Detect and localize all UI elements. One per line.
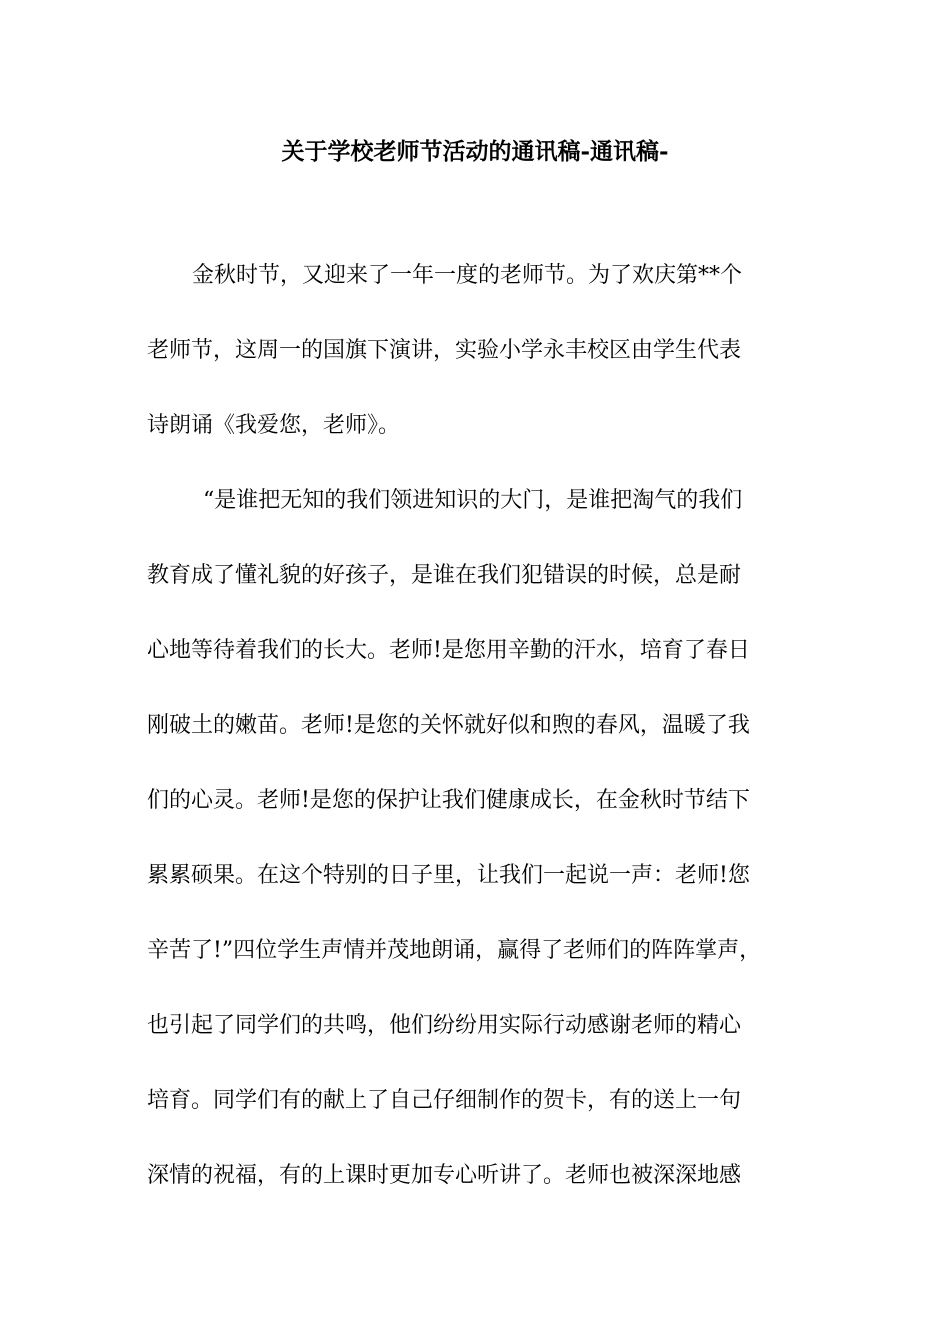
paragraph-line: 金秋时节，又迎来了一年一度的老师节。为了欢庆第**个	[192, 263, 743, 288]
paragraph-line: 刚破土的嫩苗。老师!是您的关怀就好似和煦的春风，温暖了我	[147, 713, 750, 738]
paragraph-line: 诗朗诵《我爱您，老师》。	[147, 413, 401, 438]
paragraph-line: “是谁把无知的我们领进知识的大门，是谁把淘气的我们	[203, 488, 743, 513]
paragraph-line: 老师节，这周一的国旗下演讲，实验小学永丰校区由学生代表	[147, 338, 742, 363]
paragraph-line: 也引起了同学们的共鸣，他们纷纷用实际行动感谢老师的精心	[147, 1013, 742, 1038]
paragraph-line: 们的心灵。老师!是您的保护让我们健康成长，在金秋时节结下	[147, 788, 750, 813]
document-title: 关于学校老师节活动的通讯稿-通讯稿-	[281, 138, 669, 165]
paragraph-line: 教育成了懂礼貌的好孩子，是谁在我们犯错误的时候，总是耐	[147, 563, 742, 588]
document-body	[147, 258, 807, 1233]
paragraph-line: 深情的祝福，有的上课时更加专心听讲了。老师也被深深地感	[147, 1163, 742, 1188]
paragraph-line: 培育。同学们有的献上了自己仔细制作的贺卡，有的送上一句	[147, 1088, 742, 1113]
paragraph-line: 辛苦了!”四位学生声情并茂地朗诵，赢得了老师们的阵阵掌声，	[147, 938, 762, 963]
paragraph-line: 累累硕果。在这个特别的日子里，让我们一起说一声：老师!您	[147, 863, 750, 888]
paragraph-line: 心地等待着我们的长大。老师!是您用辛勤的汗水，培育了春日	[147, 638, 750, 663]
